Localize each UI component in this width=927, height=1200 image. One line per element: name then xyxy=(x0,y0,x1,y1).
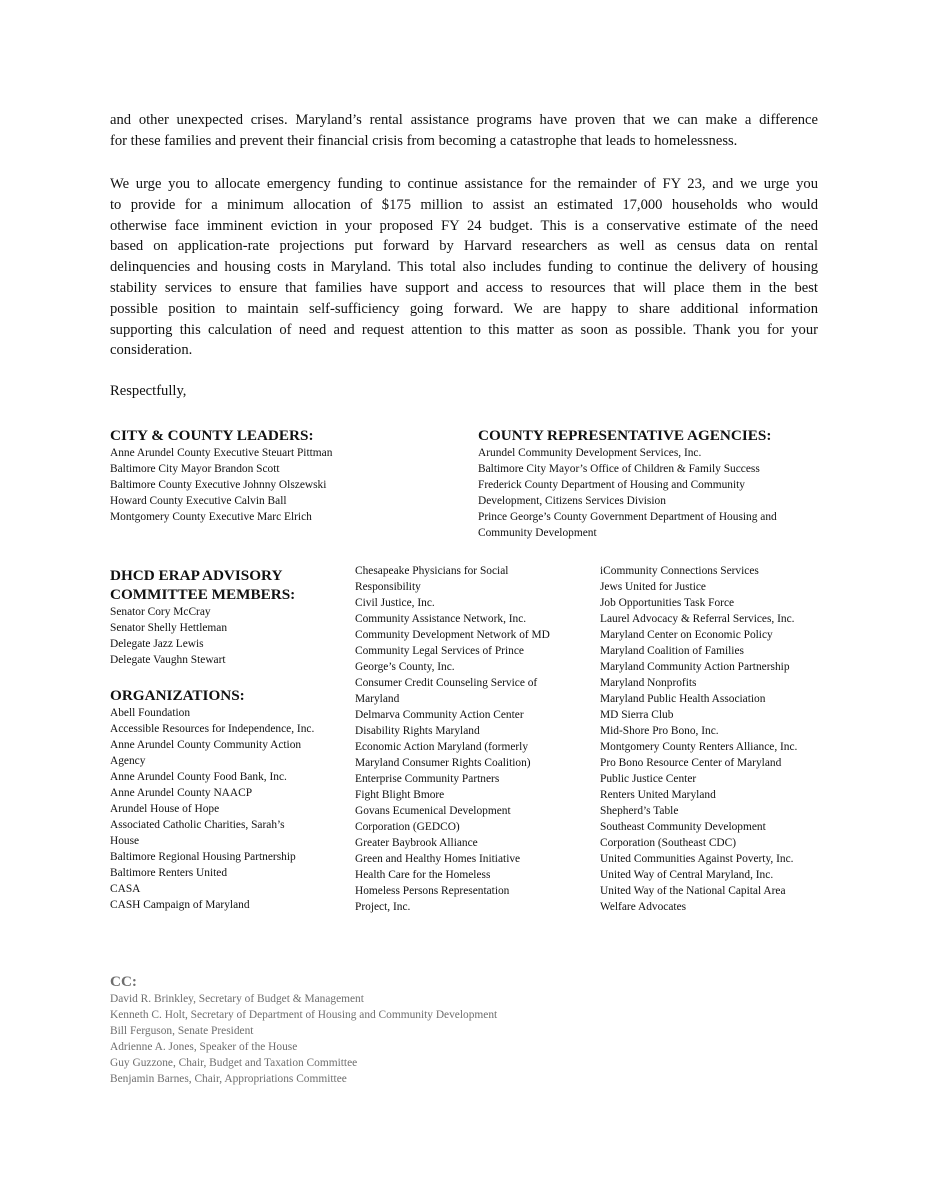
list-item: Montgomery County Renters Alliance, Inc. xyxy=(600,741,798,753)
list-item: Agency xyxy=(110,755,146,767)
list-item: Maryland Public Health Association xyxy=(600,693,766,705)
section-heading: ORGANIZATIONS: xyxy=(110,687,245,704)
list-item: Laurel Advocacy & Referral Services, Inc. xyxy=(600,613,795,625)
list-item: Green and Healthy Homes Initiative xyxy=(355,853,521,865)
list-item: Associated Catholic Charities, Sarah’s xyxy=(110,819,285,831)
list-item: Anne Arundel County Food Bank, Inc. xyxy=(110,771,287,783)
list-item: Guy Guzzone, Chair, Budget and Taxation Committee xyxy=(110,1057,358,1069)
list-item: Anne Arundel County Executive Steuart Pittman xyxy=(110,447,333,459)
list-item: Pro Bono Resource Center of Maryland xyxy=(600,757,782,769)
list-item: iCommunity Connections Services xyxy=(600,565,759,577)
list-item: Consumer Credit Counseling Service of xyxy=(355,677,538,689)
signatory-list xyxy=(110,445,440,525)
list-item: Civil Justice, Inc. xyxy=(355,597,435,609)
list-item: Accessible Resources for Independence, Inc. xyxy=(110,723,315,735)
list-item: Delegate Jazz Lewis xyxy=(110,638,204,650)
list-item: Baltimore City Mayor Brandon Scott xyxy=(110,463,280,475)
paragraph-line: for these families and prevent their financial crisis from becoming a catastrophe that leads to homelessness. xyxy=(110,132,738,149)
list-item: Maryland xyxy=(355,693,400,705)
organizations-column-3 xyxy=(600,563,825,915)
list-item: Community Development Network of MD xyxy=(355,629,550,641)
list-item: David R. Brinkley, Secretary of Budget & Management xyxy=(110,993,364,1005)
paragraph-line: and other unexpected crises. Maryland’s rental assistance programs have proven that we can make a difference xyxy=(110,112,818,128)
list-item: Maryland Nonprofits xyxy=(600,677,697,689)
signatory-list xyxy=(478,445,818,541)
paragraph-line: to provide for a minimum allocation of $175 million to assist an estimated 17,000 households who would xyxy=(110,196,818,213)
list-item: Maryland Consumer Rights Coalition) xyxy=(355,757,531,769)
list-item: Montgomery County Executive Marc Elrich xyxy=(110,511,312,523)
signatory-list xyxy=(110,604,340,668)
list-item: Baltimore Renters United xyxy=(110,867,228,879)
list-item: Jews United for Justice xyxy=(600,581,706,593)
list-item: Enterprise Community Partners xyxy=(355,773,500,785)
list-item: Govans Ecumenical Development xyxy=(355,805,511,817)
list-item: Disability Rights Maryland xyxy=(355,725,480,737)
paragraph-line: We urge you to allocate emergency funding to continue assistance for the remainder of FY 23, and we urge you xyxy=(110,176,818,192)
list-item: Delegate Vaughn Stewart xyxy=(110,654,226,666)
cc-list xyxy=(110,991,610,1087)
list-item: MD Sierra Club xyxy=(600,709,674,721)
section-heading: CITY & COUNTY LEADERS: xyxy=(110,427,314,444)
list-item: Corporation (Southeast CDC) xyxy=(600,837,737,849)
list-item: Development, Citizens Services Division xyxy=(478,495,666,507)
heading-line: COMMITTEE MEMBERS: xyxy=(110,586,296,603)
list-item: Kenneth C. Holt, Secretary of Department of Housing and Community Development xyxy=(110,1009,498,1021)
dhcd-committee-section xyxy=(110,566,340,668)
list-item: CASA xyxy=(110,883,141,895)
list-item: CASH Campaign of Maryland xyxy=(110,899,250,911)
list-item: Greater Baybrook Alliance xyxy=(355,837,478,849)
list-item: George’s County, Inc. xyxy=(355,661,455,673)
list-item: Job Opportunities Task Force xyxy=(600,597,735,609)
paragraph-line: otherwise face imminent eviction in your proposed FY 24 budget. This is a conservative estimate of the need xyxy=(110,217,818,234)
closing-salutation: Respectfully, xyxy=(110,383,187,399)
list-item: Renters United Maryland xyxy=(600,789,716,801)
list-item: Arundel Community Development Services, Inc. xyxy=(478,447,702,459)
list-item: Anne Arundel County NAACP xyxy=(110,787,253,799)
list-item: Arundel House of Hope xyxy=(110,803,220,815)
paragraph-line: delinquencies and housing costs in Maryland. This total also includes funding to continue the delivery of housing xyxy=(110,259,818,276)
list-item: Economic Action Maryland (formerly xyxy=(355,741,529,753)
list-item: Mid-Shore Pro Bono, Inc. xyxy=(600,725,719,737)
list-item: Responsibility xyxy=(355,581,421,593)
list-item: Frederick County Department of Housing and Community xyxy=(478,479,746,491)
list-item: Public Justice Center xyxy=(600,773,697,785)
section-heading: COUNTY REPRESENTATIVE AGENCIES: xyxy=(478,427,772,444)
list-item: Benjamin Barnes, Chair, Appropriations Committee xyxy=(110,1073,347,1085)
list-item: Baltimore County Executive Johnny Olszewski xyxy=(110,479,327,491)
paragraph-line: based on application-rate projections put forward by Harvard researchers as well as census data on rental xyxy=(110,238,818,255)
heading-line: DHCD ERAP ADVISORY xyxy=(110,567,283,584)
paragraph-line: possible position to maintain self-sufficiency going forward. We are happy to share additional information xyxy=(110,300,818,317)
list-item: Adrienne A. Jones, Speaker of the House xyxy=(110,1041,298,1053)
list-item: Community Legal Services of Prince xyxy=(355,645,524,657)
list-item: Senator Shelly Hettleman xyxy=(110,622,228,634)
list-item: Maryland Coalition of Families xyxy=(600,645,744,657)
list-item: Homeless Persons Representation xyxy=(355,885,510,897)
cc-section xyxy=(110,973,610,1087)
list-item: Bill Ferguson, Senate President xyxy=(110,1025,254,1037)
list-item: Anne Arundel County Community Action xyxy=(110,739,302,751)
list-item: Southeast Community Development xyxy=(600,821,766,833)
list-item: Maryland Center on Economic Policy xyxy=(600,629,773,641)
list-item: House xyxy=(110,835,140,847)
list-item: Welfare Advocates xyxy=(600,901,687,913)
list-item: Fight Blight Bmore xyxy=(355,789,445,801)
paragraph-intro xyxy=(110,110,818,152)
paragraph-request xyxy=(110,174,818,361)
organizations-section xyxy=(110,686,340,913)
list-item: United Communities Against Poverty, Inc. xyxy=(600,853,794,865)
section-heading xyxy=(110,566,340,604)
organizations-column-2 xyxy=(355,563,570,915)
list-item: United Way of the National Capital Area xyxy=(600,885,786,897)
list-item: Health Care for the Homeless xyxy=(355,869,491,881)
list-item: Community Development xyxy=(478,527,597,539)
list-item: Baltimore City Mayor’s Office of Children & Family Success xyxy=(478,463,760,475)
county-agencies-section xyxy=(478,427,818,541)
paragraph-line: stability services to ensure that families have support and access to resources that will place them in the best xyxy=(110,279,818,296)
paragraph-line: consideration. xyxy=(110,342,193,359)
list-item: Delmarva Community Action Center xyxy=(355,709,524,721)
list-item: Chesapeake Physicians for Social xyxy=(355,565,509,577)
list-item: Community Assistance Network, Inc. xyxy=(355,613,527,625)
organization-list-col2 xyxy=(355,563,570,915)
organization-list-col1 xyxy=(110,705,340,913)
list-item: Howard County Executive Calvin Ball xyxy=(110,495,287,507)
list-item: Senator Cory McCray xyxy=(110,606,211,618)
list-item: Prince George’s County Government Department of Housing and xyxy=(478,511,777,523)
list-item: Baltimore Regional Housing Partnership xyxy=(110,851,296,863)
list-item: United Way of Central Maryland, Inc. xyxy=(600,869,774,881)
organization-list-col3 xyxy=(600,563,825,915)
list-item: Project, Inc. xyxy=(355,901,411,913)
paragraph-line: supporting this calculation of need and request attention to this matter as soon as possible. Thank you for your xyxy=(110,321,818,338)
city-county-leaders-section xyxy=(110,427,440,525)
list-item: Maryland Community Action Partnership xyxy=(600,661,790,673)
list-item: Abell Foundation xyxy=(110,707,191,719)
cc-heading: CC: xyxy=(110,973,137,990)
list-item: Shepherd’s Table xyxy=(600,805,679,817)
list-item: Corporation (GEDCO) xyxy=(355,821,460,833)
